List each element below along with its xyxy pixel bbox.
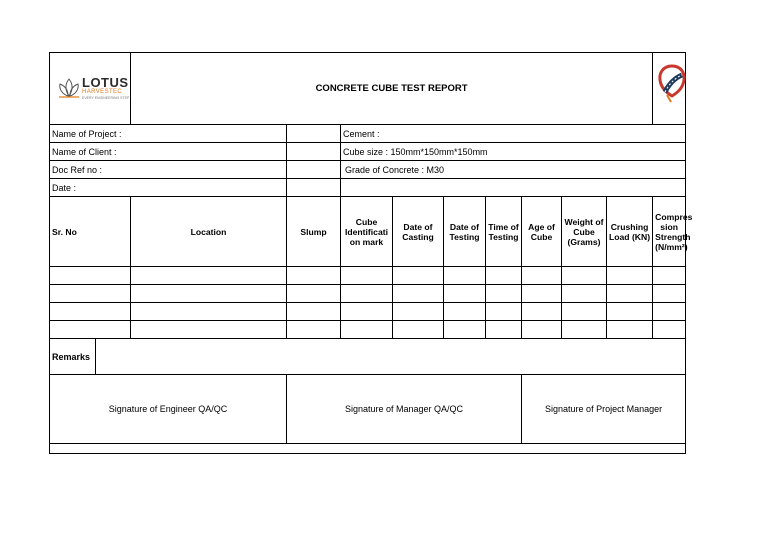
table-cell[interactable]: [562, 303, 607, 321]
table-cell[interactable]: [607, 285, 653, 303]
client-name-value[interactable]: [287, 143, 341, 161]
table-row: [50, 303, 686, 321]
info-row-client: [50, 143, 686, 161]
table-cell[interactable]: [486, 303, 522, 321]
table-cell[interactable]: [287, 303, 341, 321]
table-cell[interactable]: [341, 285, 393, 303]
col-header-time-of-testing: Time of Testing: [486, 197, 522, 267]
date-label: Date :: [50, 179, 287, 197]
table-cell[interactable]: [562, 267, 607, 285]
brand-name: LOTUS: [82, 74, 129, 90]
col-header-date-of-casting: Date of Casting: [393, 197, 444, 267]
table-cell[interactable]: [287, 321, 341, 339]
info-row-docref: [50, 161, 686, 179]
table-cell[interactable]: [607, 267, 653, 285]
brand-tagline: EVERY ENGINEERING STEP: [82, 95, 130, 100]
table-cell[interactable]: [486, 321, 522, 339]
table-cell[interactable]: [131, 303, 287, 321]
remarks-field[interactable]: [96, 339, 686, 375]
table-cell[interactable]: [393, 267, 444, 285]
table-cell[interactable]: [486, 285, 522, 303]
table-cell[interactable]: [562, 321, 607, 339]
client-logo-cell: [653, 53, 686, 125]
table-cell[interactable]: [607, 303, 653, 321]
col-header-slump: Slump: [287, 197, 341, 267]
col-header-weight-of-cube: Weight of Cube (Grams): [562, 197, 607, 267]
table-cell[interactable]: [607, 321, 653, 339]
date-value[interactable]: [287, 179, 341, 197]
project-name-value[interactable]: [287, 125, 341, 143]
table-cell[interactable]: [131, 321, 287, 339]
info-blank-cell: [341, 179, 686, 197]
col-header-age-of-cube: Age of Cube: [522, 197, 562, 267]
footer-blank-row: [50, 444, 686, 454]
table-cell[interactable]: [444, 267, 486, 285]
table-cell[interactable]: [522, 321, 562, 339]
brand-subname: HARVESTEC: [82, 88, 123, 95]
col-header-sr-no: Sr. No: [50, 197, 131, 267]
remarks-label: Remarks: [50, 339, 96, 375]
table-cell[interactable]: [562, 285, 607, 303]
col-header-crushing-load: Crushing Load (KN): [607, 197, 653, 267]
table-cell[interactable]: [522, 267, 562, 285]
table-cell[interactable]: [50, 267, 131, 285]
report-header-row: [50, 53, 686, 125]
table-cell[interactable]: [50, 303, 131, 321]
col-header-cube-id-mark: Cube Identificati on mark: [341, 197, 393, 267]
table-cell[interactable]: [341, 303, 393, 321]
table-cell[interactable]: [444, 303, 486, 321]
doc-ref-value[interactable]: [287, 161, 341, 179]
table-cell[interactable]: [522, 303, 562, 321]
table-cell[interactable]: [287, 267, 341, 285]
table-cell[interactable]: [653, 285, 686, 303]
client-road-logo-icon: [655, 62, 689, 114]
report-title: CONCRETE CUBE TEST REPORT: [131, 53, 653, 125]
table-cell[interactable]: [287, 285, 341, 303]
concrete-cube-test-report: [49, 52, 693, 454]
doc-ref-label: Doc Ref no :: [50, 161, 287, 179]
remarks-row: [50, 339, 686, 375]
signature-engineer-qaqc[interactable]: Signature of Engineer QA/QC: [50, 375, 287, 444]
concrete-grade-label: Grade of Concrete : M30: [341, 161, 686, 179]
cement-label: Cement :: [341, 125, 686, 143]
info-row-project: [50, 125, 686, 143]
signature-manager-qaqc[interactable]: Signature of Manager QA/QC: [287, 375, 522, 444]
table-cell[interactable]: [653, 303, 686, 321]
table-header-row: [50, 197, 686, 267]
col-header-compression-strength: Compres sion Strength (N/mm²): [653, 197, 686, 267]
table-row: [50, 267, 686, 285]
table-cell[interactable]: [393, 303, 444, 321]
table-cell[interactable]: [486, 267, 522, 285]
info-row-date: [50, 179, 686, 197]
table-cell[interactable]: [444, 285, 486, 303]
table-cell[interactable]: [131, 267, 287, 285]
table-cell[interactable]: [341, 267, 393, 285]
table-cell[interactable]: [131, 285, 287, 303]
table-cell[interactable]: [393, 321, 444, 339]
table-cell[interactable]: [50, 321, 131, 339]
table-row: [50, 321, 686, 339]
table-cell[interactable]: [444, 321, 486, 339]
col-header-location: Location: [131, 197, 287, 267]
lotus-flower-icon: [56, 76, 82, 100]
client-name-label: Name of Client :: [50, 143, 287, 161]
signature-row: [50, 375, 686, 444]
table-cell[interactable]: [50, 285, 131, 303]
table-row: [50, 285, 686, 303]
signature-project-manager[interactable]: Signature of Project Manager: [522, 375, 686, 444]
table-cell[interactable]: [393, 285, 444, 303]
lotus-harvestec-logo: [56, 76, 130, 102]
table-cell[interactable]: [653, 321, 686, 339]
project-name-label: Name of Project :: [50, 125, 287, 143]
table-cell[interactable]: [341, 321, 393, 339]
company-logo-cell: [50, 53, 131, 125]
table-cell[interactable]: [653, 267, 686, 285]
cube-size-label: Cube size : 150mm*150mm*150mm: [341, 143, 686, 161]
col-header-date-of-testing: Date of Testing: [444, 197, 486, 267]
footer-blank-cell: [50, 444, 686, 454]
table-cell[interactable]: [522, 285, 562, 303]
